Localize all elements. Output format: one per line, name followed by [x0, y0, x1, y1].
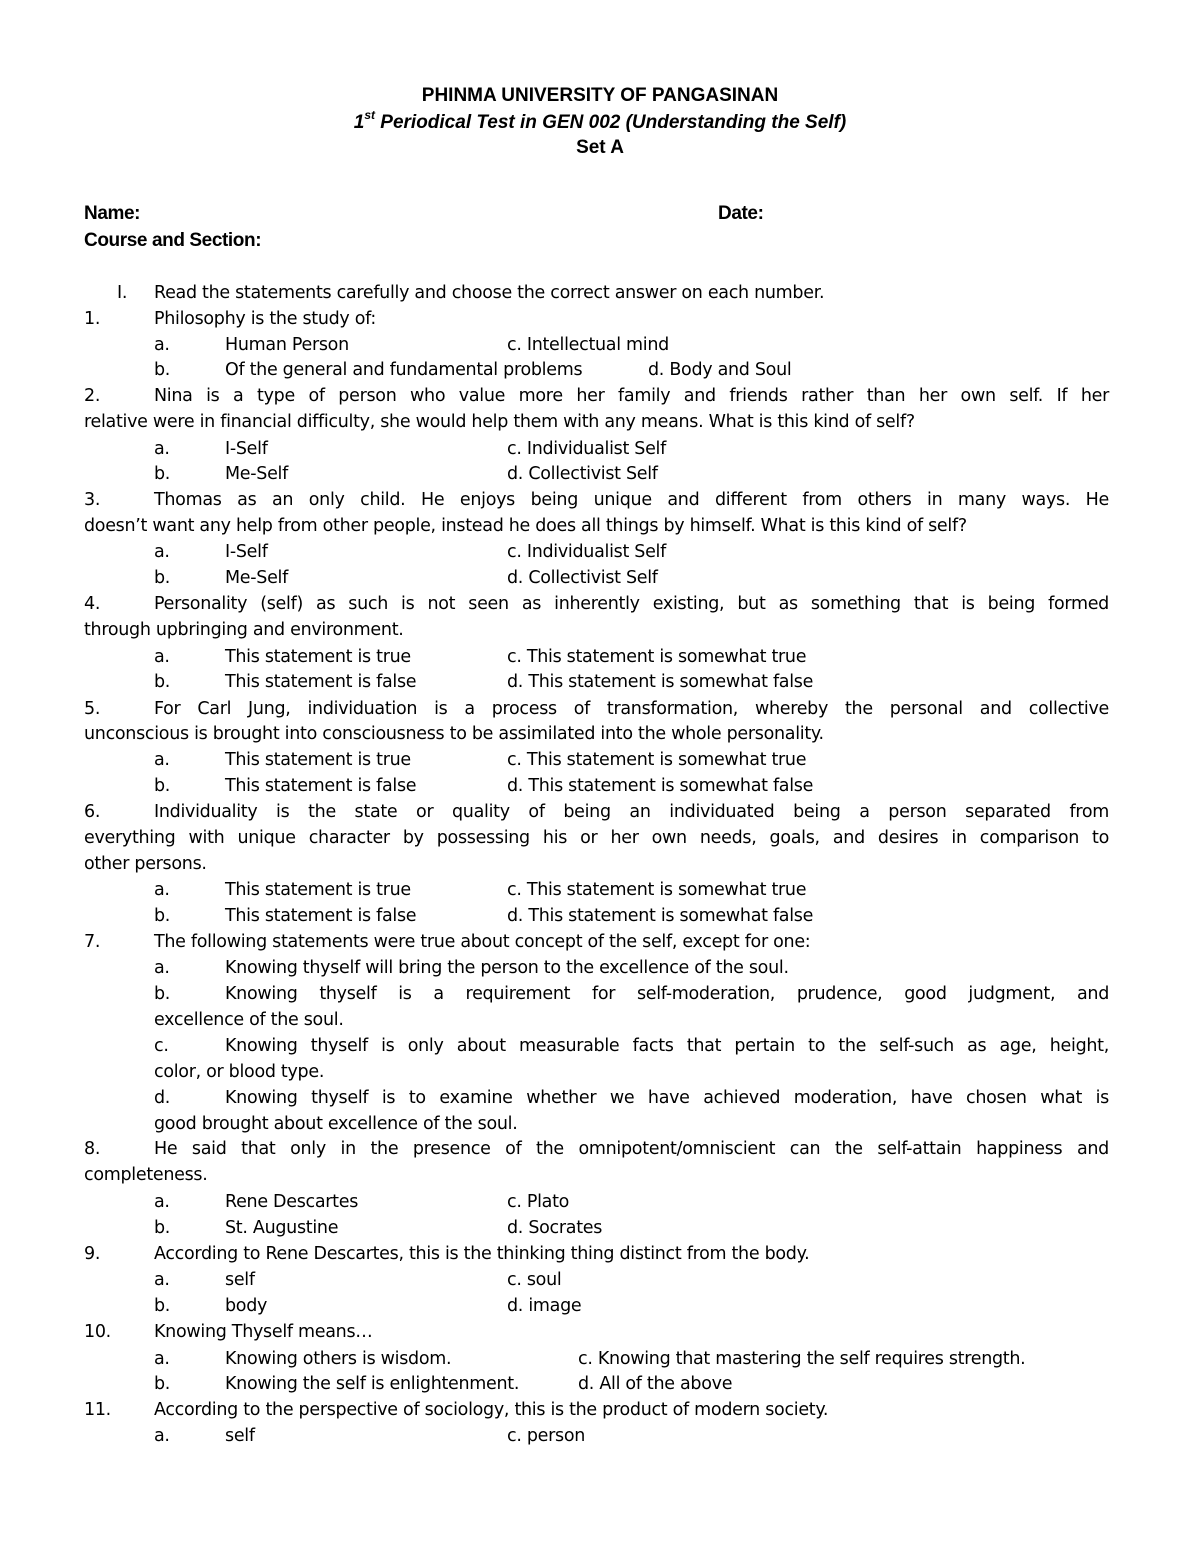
choice-letter: b. — [154, 360, 171, 380]
choice-letter: a. — [154, 335, 170, 355]
choice-text: excellence of the soul. — [154, 1010, 344, 1030]
choice-text: self — [225, 1270, 255, 1290]
choice-text: This statement is false — [225, 906, 417, 926]
choice-text: c. This statement is somewhat true — [507, 647, 807, 667]
choice-text: c. soul — [507, 1270, 562, 1290]
question-number: 6. — [84, 802, 101, 822]
choice-letter: b. — [154, 906, 171, 926]
choice-text: c. Knowing that mastering the self requires strength. — [578, 1349, 1026, 1369]
choice-text: Knowing thyself is a requirement for self-moderation, prudence, good judgment, and — [225, 984, 1109, 1004]
choice-text: Me-Self — [225, 568, 288, 588]
question-number: 5. — [84, 699, 101, 719]
choice-letter: a. — [154, 439, 170, 459]
choice-text: d. All of the above — [578, 1374, 733, 1394]
choice-text: Knowing others is wisdom. — [225, 1349, 452, 1369]
question-number: 10. — [84, 1322, 111, 1342]
choice-text: self — [225, 1426, 255, 1446]
test-title-prefix: 1 — [353, 112, 365, 133]
choice-text: c. person — [507, 1426, 586, 1446]
choice-letter: b. — [154, 984, 171, 1004]
instruction-text: Read the statements carefully and choose the correct answer on each number. — [154, 283, 825, 303]
test-title-superscript: st — [364, 107, 375, 122]
choice-text: c. Intellectual mind — [507, 335, 669, 355]
question-text: Individuality is the state or quality of being an individuated being a person separated from — [154, 802, 1109, 822]
choice-text: Knowing the self is enlightenment. — [225, 1374, 520, 1394]
question-text: Knowing Thyself means… — [154, 1322, 373, 1342]
university-title: PHINMA UNIVERSITY OF PANGASINAN — [421, 85, 779, 106]
test-title — [0, 107, 1200, 135]
question-number: 2. — [84, 386, 101, 406]
choice-text: d. This statement is somewhat false — [507, 672, 814, 692]
choice-letter: a. — [154, 880, 170, 900]
choice-text: Rene Descartes — [225, 1192, 359, 1212]
choice-text: c. This statement is somewhat true — [507, 750, 807, 770]
instruction-numeral: I. — [117, 283, 128, 303]
choice-letter: b. — [154, 672, 171, 692]
question-text: Personality (self) as such is not seen as inherently existing, but as something that is being formed — [154, 594, 1109, 614]
choice-letter: a. — [154, 1426, 170, 1446]
choice-text: good brought about excellence of the soul. — [154, 1114, 518, 1134]
question-number: 3. — [84, 490, 101, 510]
choice-letter: a. — [154, 647, 170, 667]
choice-text: Knowing thyself is only about measurable facts that pertain to the self-such as age, height, — [225, 1036, 1109, 1056]
choice-letter: b. — [154, 1374, 171, 1394]
choice-letter: b. — [154, 464, 171, 484]
question-text: Philosophy is the study of: — [154, 309, 376, 329]
choice-text: c. Plato — [507, 1192, 570, 1212]
question-text: doesn’t want any help from other people, instead he does all things by himself. What is this kind of self? — [84, 516, 967, 536]
choice-letter: a. — [154, 1270, 170, 1290]
question-text: other persons. — [84, 854, 207, 874]
question-number: 8. — [84, 1139, 101, 1159]
choice-text: d. Collectivist Self — [507, 568, 658, 588]
choice-letter: c. — [154, 1036, 169, 1056]
choice-text: body — [225, 1296, 268, 1316]
choice-letter: b. — [154, 776, 171, 796]
question-number: 11. — [84, 1400, 111, 1420]
question-text: everything with unique character by possessing his or her own needs, goals, and desires in comparison to — [84, 828, 1109, 848]
question-number: 4. — [84, 594, 101, 614]
question-text: unconscious is brought into consciousness to be assimilated into the whole personality. — [84, 724, 824, 744]
choice-text: This statement is false — [225, 776, 417, 796]
question-text: relative were in financial difficulty, she would help them with any means. What is this kind of self? — [84, 412, 915, 432]
choice-text: d. This statement is somewhat false — [507, 776, 814, 796]
choice-text: I-Self — [225, 542, 268, 562]
name-label: Name: — [84, 203, 141, 224]
choice-text: This statement is true — [225, 647, 411, 667]
choice-letter: b. — [154, 1218, 171, 1238]
test-set: Set A — [576, 137, 624, 158]
choice-text: c. This statement is somewhat true — [507, 880, 807, 900]
choice-text: Knowing thyself will bring the person to the excellence of the soul. — [225, 958, 789, 978]
choice-text: c. Individualist Self — [507, 542, 666, 562]
choice-letter: a. — [154, 542, 170, 562]
question-text: completeness. — [84, 1165, 208, 1185]
question-number: 7. — [84, 932, 101, 952]
question-text: According to Rene Descartes, this is the thinking thing distinct from the body. — [154, 1244, 810, 1264]
choice-text: d. Collectivist Self — [507, 464, 658, 484]
choice-text: d. Body and Soul — [648, 360, 792, 380]
choice-letter: a. — [154, 750, 170, 770]
test-title-rest: Periodical Test in GEN 002 (Understanding the Self) — [375, 112, 847, 133]
choice-text: Knowing thyself is to examine whether we have achieved moderation, have chosen what is — [225, 1088, 1109, 1108]
question-text: through upbringing and environment. — [84, 620, 404, 640]
choice-text: I-Self — [225, 439, 268, 459]
question-text: According to the perspective of sociology, this is the product of modern society. — [154, 1400, 829, 1420]
question-text: For Carl Jung, individuation is a process of transformation, whereby the personal and collective — [154, 699, 1109, 719]
choice-text: d. image — [507, 1296, 582, 1316]
choice-text: This statement is true — [225, 750, 411, 770]
date-label: Date: — [718, 203, 764, 224]
choice-letter: b. — [154, 568, 171, 588]
choice-letter: a. — [154, 1192, 170, 1212]
choice-text: This statement is true — [225, 880, 411, 900]
choice-text: Of the general and fundamental problems — [225, 360, 583, 380]
question-text: Nina is a type of person who value more her family and friends rather than her own self. If her — [154, 386, 1109, 406]
question-number: 9. — [84, 1244, 101, 1264]
choice-letter: a. — [154, 1349, 170, 1369]
choice-text: This statement is false — [225, 672, 417, 692]
choice-text: St. Augustine — [225, 1218, 339, 1238]
question-text: The following statements were true about concept of the self, except for one: — [154, 932, 811, 952]
choice-text: Human Person — [225, 335, 349, 355]
choice-letter: d. — [154, 1088, 171, 1108]
question-text: He said that only in the presence of the omnipotent/omniscient can the self-attain happiness and — [154, 1139, 1109, 1159]
question-text: Thomas as an only child. He enjoys being unique and different from others in many ways. He — [154, 490, 1109, 510]
choice-text: d. Socrates — [507, 1218, 603, 1238]
choice-text: d. This statement is somewhat false — [507, 906, 814, 926]
question-number: 1. — [84, 309, 101, 329]
choice-letter: b. — [154, 1296, 171, 1316]
choice-text: c. Individualist Self — [507, 439, 666, 459]
choice-letter: a. — [154, 958, 170, 978]
choice-text: color, or blood type. — [154, 1062, 325, 1082]
choice-text: Me-Self — [225, 464, 288, 484]
course-section-label: Course and Section: — [84, 230, 262, 251]
